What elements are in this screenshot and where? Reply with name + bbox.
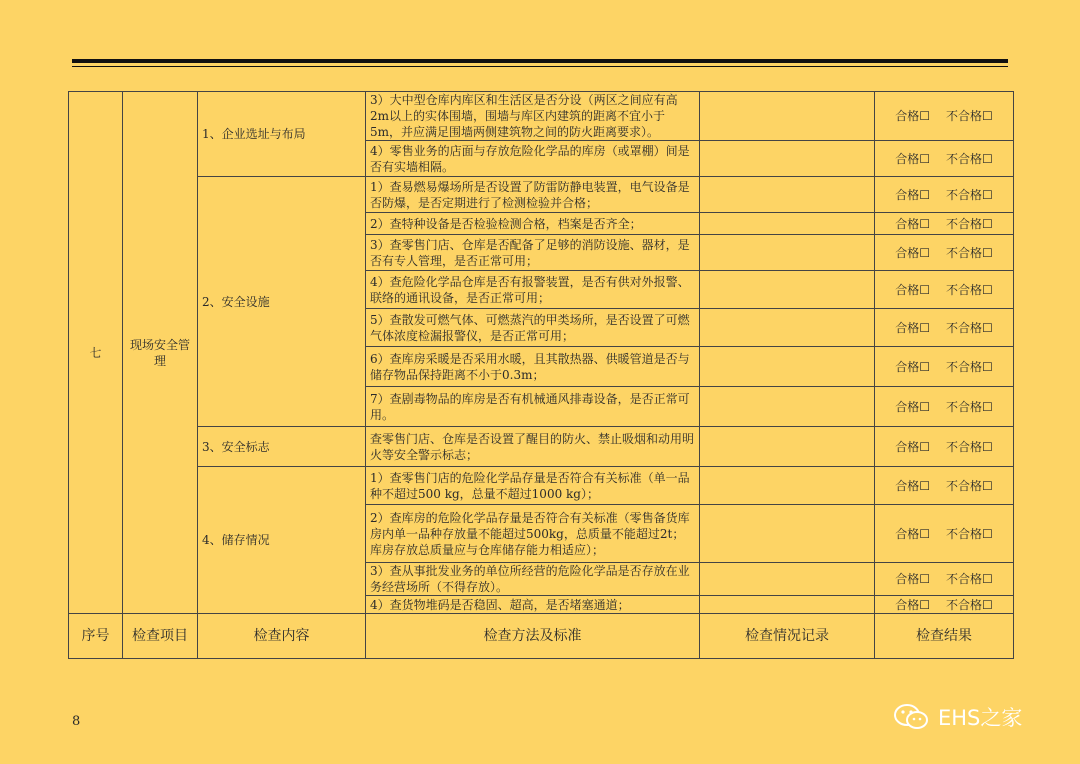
check-method: 4）零售业务的店面与存放危险化学品的库房（或罩棚）间是否有实墙相隔。 (366, 141, 700, 177)
check-method: 7）查剧毒物品的库房是否有机械通风排毒设备，是否正常可用。 (366, 387, 700, 427)
record-cell[interactable] (700, 235, 875, 271)
header-record: 检查情况记录 (700, 614, 875, 659)
fail-checkbox[interactable]: 不合格☐ (946, 359, 993, 374)
fail-checkbox[interactable]: 不合格☐ (946, 597, 993, 612)
fail-checkbox[interactable]: 不合格☐ (946, 572, 993, 586)
inspection-table-body (69, 92, 1014, 659)
result-cell (875, 213, 1014, 235)
record-cell[interactable] (700, 467, 875, 505)
record-cell[interactable] (700, 427, 875, 467)
page-number: 8 (72, 714, 81, 729)
fail-checkbox[interactable]: 不合格☐ (946, 187, 993, 202)
check-method: 2）查库房的危险化学品存量是否符合有关标准（零售备货库房内单一品种存放量不能超过500kg，总质量不能超过2t；库房存放总质量应与仓库储存能力相适应）； (366, 505, 700, 563)
wechat-icon (892, 702, 932, 732)
result-cell (875, 177, 1014, 213)
pass-checkbox[interactable]: 合格☐ (895, 359, 930, 374)
pass-checkbox[interactable]: 合格☐ (895, 526, 930, 541)
pass-checkbox[interactable]: 合格☐ (895, 572, 930, 586)
fail-checkbox[interactable]: 不合格☐ (946, 478, 993, 493)
pass-checkbox[interactable]: 合格☐ (895, 109, 930, 123)
result-cell (875, 467, 1014, 505)
check-method: 6）查库房采暖是否采用水暖，且其散热器、供暖管道是否与储存物品保持距离不小于0.3m； (366, 347, 700, 387)
record-cell[interactable] (700, 141, 875, 177)
inspection-table (68, 91, 1014, 659)
result-cell (875, 387, 1014, 427)
header-content: 检查内容 (198, 614, 366, 659)
result-cell (875, 309, 1014, 347)
header-seq: 序号 (69, 614, 123, 659)
pass-checkbox[interactable]: 合格☐ (895, 282, 930, 297)
header-result: 检查结果 (875, 614, 1014, 659)
check-method: 5）查散发可燃气体、可燃蒸汽的甲类场所，是否设置了可燃气体浓度检漏报警仪，是否正常可用； (366, 309, 700, 347)
fail-checkbox[interactable]: 不合格☐ (946, 320, 993, 335)
fail-checkbox[interactable]: 不合格☐ (946, 282, 993, 297)
result-cell (875, 596, 1014, 614)
pass-checkbox[interactable]: 合格☐ (895, 439, 930, 454)
result-cell (875, 347, 1014, 387)
pass-checkbox[interactable]: 合格☐ (895, 478, 930, 493)
table-row (69, 467, 1014, 505)
pass-checkbox[interactable]: 合格☐ (895, 320, 930, 335)
check-method: 1）查零售门店的危险化学品存量是否符合有关标准（单一品种不超过500 kg，总量不超过1000 kg）； (366, 467, 700, 505)
fail-checkbox[interactable]: 不合格☐ (946, 245, 993, 260)
header-item: 检查项目 (123, 614, 198, 659)
result-cell (875, 92, 1014, 141)
check-method: 1）查易燃易爆场所是否设置了防雷防静电装置，电气设备是否防爆，是否定期进行了检测检验并合格； (366, 177, 700, 213)
fail-checkbox[interactable]: 不合格☐ (946, 399, 993, 414)
brand-watermark (892, 702, 1022, 732)
check-method: 3）查从事批发业务的单位所经营的危险化学品是否存放在业务经营场所（不得存放）。 (366, 563, 700, 596)
pass-checkbox[interactable]: 合格☐ (895, 151, 930, 166)
header-rule-thick (72, 59, 1008, 63)
pass-checkbox[interactable]: 合格☐ (895, 216, 930, 231)
record-cell[interactable] (700, 213, 875, 235)
category-label: 2、安全设施 (198, 177, 366, 427)
header-method: 检查方法及标准 (366, 614, 700, 659)
pass-checkbox[interactable]: 合格☐ (895, 187, 930, 202)
pass-checkbox[interactable]: 合格☐ (895, 597, 930, 612)
fail-checkbox[interactable]: 不合格☐ (946, 151, 993, 166)
table-header-row (69, 614, 1014, 659)
section-seq: 七 (69, 92, 123, 614)
check-method: 3）查零售门店、仓库是否配备了足够的消防设施、器材，是否有专人管理，是否正常可用； (366, 235, 700, 271)
fail-checkbox[interactable]: 不合格☐ (946, 216, 993, 231)
table-row (69, 92, 1014, 141)
result-cell (875, 427, 1014, 467)
fail-checkbox[interactable]: 不合格☐ (946, 526, 993, 541)
category-label: 4、储存情况 (198, 467, 366, 614)
header-rule-thin (72, 66, 1008, 67)
pass-checkbox[interactable]: 合格☐ (895, 245, 930, 260)
result-cell (875, 505, 1014, 563)
check-method: 3）大中型仓库内库区和生活区是否分设（两区之间应有高2m以上的实体围墙，围墙与库区内建筑的距离不宜小于5m，并应满足围墙两侧建筑物之间的防火距离要求）。 (366, 92, 700, 141)
category-label: 3、安全标志 (198, 427, 366, 467)
table-row (69, 177, 1014, 213)
result-cell (875, 563, 1014, 596)
record-cell[interactable] (700, 271, 875, 309)
fail-checkbox[interactable]: 不合格☐ (946, 439, 993, 454)
record-cell[interactable] (700, 309, 875, 347)
record-cell[interactable] (700, 347, 875, 387)
table-row (69, 427, 1014, 467)
section-item: 现场安全管理 (123, 92, 198, 614)
brand-text: EHS之家 (938, 706, 1023, 730)
check-method: 查零售门店、仓库是否设置了醒目的防火、禁止吸烟和动用明火等安全警示标志； (366, 427, 700, 467)
check-method: 4）查货物堆码是否稳固、超高，是否堵塞通道； (366, 596, 700, 614)
check-method: 4）查危险化学品仓库是否有报警装置，是否有供对外报警、联络的通讯设备，是否正常可用； (366, 271, 700, 309)
pass-checkbox[interactable]: 合格☐ (895, 399, 930, 414)
category-label: 1、企业选址与布局 (198, 92, 366, 177)
record-cell[interactable] (700, 596, 875, 614)
record-cell[interactable] (700, 177, 875, 213)
fail-checkbox[interactable]: 不合格☐ (946, 109, 993, 123)
result-cell (875, 141, 1014, 177)
record-cell[interactable] (700, 387, 875, 427)
result-cell (875, 271, 1014, 309)
record-cell[interactable] (700, 92, 875, 141)
record-cell[interactable] (700, 505, 875, 563)
record-cell[interactable] (700, 563, 875, 596)
check-method: 2）查特种设备是否检验检测合格，档案是否齐全； (366, 213, 700, 235)
result-cell (875, 235, 1014, 271)
